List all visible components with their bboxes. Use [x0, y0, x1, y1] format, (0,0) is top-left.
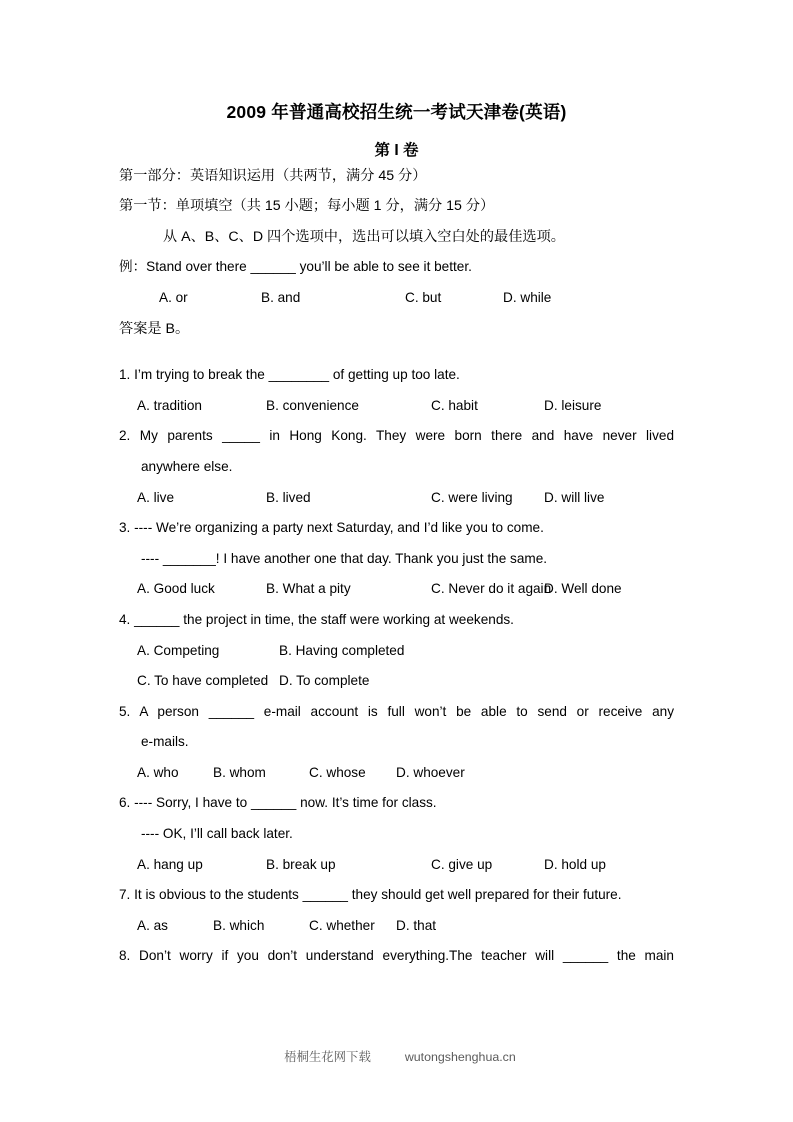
question-3-option-c[interactable]: C. Never do it again	[431, 581, 552, 597]
example-option-b[interactable]: B. and	[261, 289, 301, 305]
footer-url: wutongshenghua.cn	[404, 1050, 516, 1064]
question-2-stem	[119, 421, 674, 482]
example-option-d[interactable]: D. while	[503, 289, 552, 305]
question-1-stem: 1. I’m trying to break the ________ of getting up too late.	[119, 367, 460, 383]
question-3-options	[119, 574, 674, 605]
question-3-stem-line-2: ---- _______! I have another one that day. Thank you just the same.	[141, 550, 548, 566]
question-6-option-a[interactable]: A. hang up	[137, 856, 203, 872]
question-4-option-c[interactable]: C. To have completed	[137, 673, 269, 689]
question-3-option-b[interactable]: B. What a pity	[266, 581, 351, 597]
page-title: 2009 年普通高校招生统一考试天津卷(英语)	[226, 102, 567, 122]
question-2-stem-line-2: anywhere else.	[141, 458, 233, 474]
section-title: 第 I 卷	[374, 142, 419, 159]
question-7-option-a[interactable]: A. as	[137, 917, 168, 933]
instruction-section-one: 第一节：单项填空（共 15 小题；每小题 1 分，满分 15 分）	[119, 198, 495, 215]
question-5-option-b[interactable]: B. whom	[213, 764, 266, 780]
question-6-option-c[interactable]: C. give up	[431, 856, 493, 872]
question-2-stem-line-1: 2. My parents _____ in Hong Kong. They were born there and have never lived	[119, 428, 674, 444]
instruction-part-one: 第一部分：英语知识运用（共两节，满分 45 分）	[119, 167, 427, 184]
question-8-stem	[119, 941, 674, 972]
example-stem: 例：Stand over there ______ you’ll be able to see it better.	[119, 259, 472, 275]
question-1-option-b[interactable]: B. convenience	[266, 397, 359, 413]
question-4-option-d[interactable]: D. To complete	[279, 673, 370, 689]
question-7-option-d[interactable]: D. that	[396, 917, 437, 933]
footer-site-name: 梧桐生花网下载	[284, 1050, 371, 1064]
question-5-option-c[interactable]: C. whose	[309, 764, 366, 780]
question-5-option-a[interactable]: A. who	[137, 764, 179, 780]
question-1-option-a[interactable]: A. tradition	[137, 397, 202, 413]
question-3-stem-line-1: 3. ---- We’re organizing a party next Saturday, and I’d like you to come.	[119, 520, 544, 536]
question-8-stem-line-1: 8. Don’t worry if you don’t understand everything.The teacher will ______ the main	[119, 948, 674, 964]
example-answer-note: 答案是 B。	[119, 320, 190, 337]
question-4-options-row-1	[119, 636, 674, 667]
question-6-options	[119, 850, 674, 881]
question-4-option-a[interactable]: A. Competing	[137, 642, 220, 658]
question-1-option-d[interactable]: D. leisure	[544, 397, 602, 413]
question-5-stem	[119, 697, 674, 758]
question-5-option-d[interactable]: D. whoever	[396, 764, 465, 780]
question-6-stem-line-2: ---- OK, I’ll call back later.	[141, 826, 293, 842]
question-1-options	[119, 391, 674, 422]
question-6-stem-line-1: 6. ---- Sorry, I have to ______ now. It’s time for class.	[119, 795, 437, 811]
question-2-option-a[interactable]: A. live	[137, 489, 175, 505]
example-option-c[interactable]: C. but	[405, 289, 442, 305]
page-footer	[0, 1033, 793, 1065]
question-7-stem: 7. It is obvious to the students ______ they should get well prepared for their future.	[119, 887, 622, 903]
question-7-option-b[interactable]: B. which	[213, 917, 265, 933]
question-1-option-c[interactable]: C. habit	[431, 397, 478, 413]
spacer	[119, 344, 674, 360]
question-7-options	[119, 911, 674, 942]
question-2-options	[119, 483, 674, 514]
question-2-option-b[interactable]: B. lived	[266, 489, 311, 505]
question-2-option-d[interactable]: D. will live	[544, 489, 605, 505]
example-option-a[interactable]: A. or	[159, 289, 188, 305]
question-4-option-b[interactable]: B. Having completed	[279, 642, 405, 658]
question-5-stem-line-1: 5. A person ______ e-mail account is full won’t be able to send or receive any	[119, 703, 674, 719]
question-7-option-c[interactable]: C. whether	[309, 917, 375, 933]
question-6-option-d[interactable]: D. hold up	[544, 856, 606, 872]
instruction-directions: 从 A、B、C、D 四个选项中，选出可以填入空白处的最佳选项。	[163, 228, 565, 245]
question-5-stem-line-2: e-mails.	[141, 734, 189, 750]
question-4-stem: 4. ______ the project in time, the staff were working at weekends.	[119, 611, 514, 627]
question-2-option-c[interactable]: C. were living	[431, 489, 513, 505]
question-4-options-row-2	[119, 666, 674, 697]
question-5-options	[119, 758, 674, 789]
question-6-option-b[interactable]: B. break up	[266, 856, 336, 872]
example-options	[119, 283, 674, 314]
question-3-option-a[interactable]: A. Good luck	[137, 581, 215, 597]
question-3-option-d[interactable]: D. Well done	[544, 581, 622, 597]
